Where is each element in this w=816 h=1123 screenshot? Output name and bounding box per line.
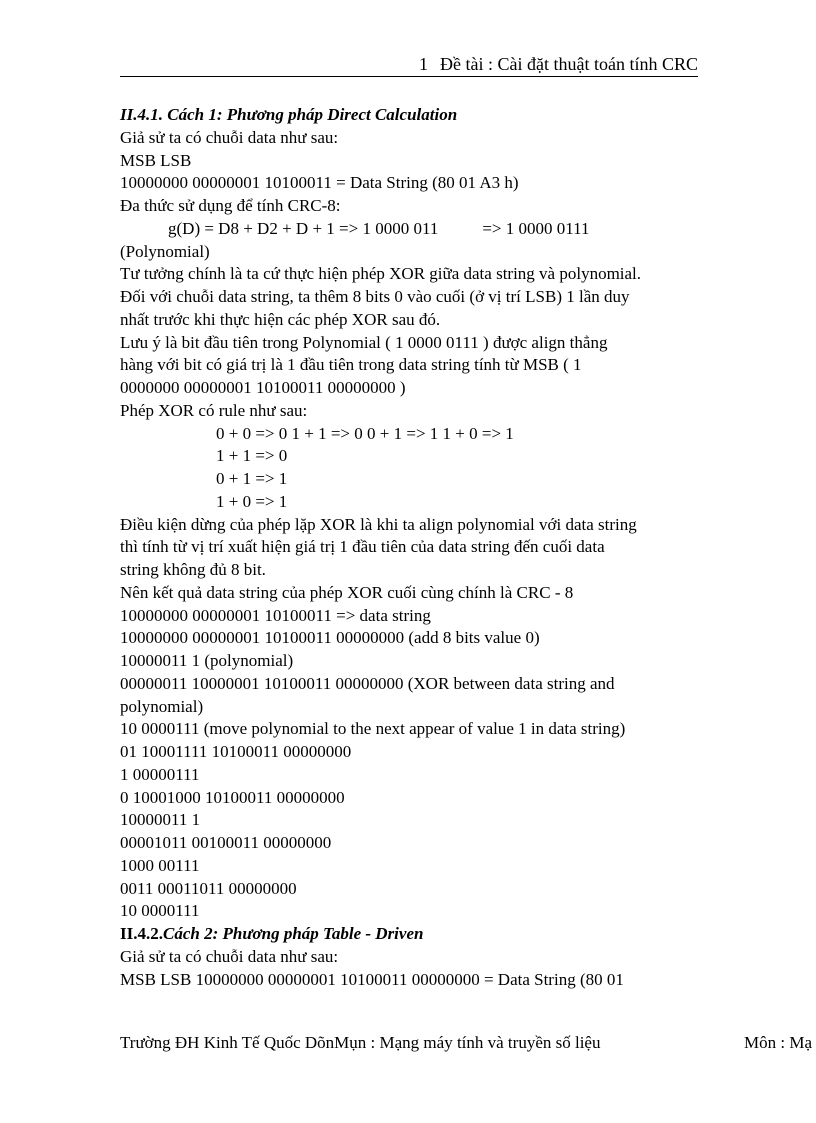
section-heading-table-driven: [120, 923, 720, 946]
calculation-line: 10 0000111: [120, 901, 200, 921]
polynomial-expression: g(D) = D8 + D2 + D + 1 => 1 0000 011: [168, 218, 439, 238]
paragraph-line: MSB LSB: [120, 150, 192, 170]
footer-left-text: Trường ĐH Kinh Tế Quốc DõnMụn : Mạng máy tính và truyền số liệu: [120, 1033, 601, 1052]
calculation-line: 01 10001111 10100011 00000000: [120, 742, 352, 761]
paragraph-line: Lưu ý là bit đầu tiên trong Polynomial ( 1 0000 0111 ) được align thẳng: [120, 332, 608, 352]
calculation-line: polynomial): [120, 696, 204, 716]
calculation-line: 10 0000111 (move polynomial to the next appear of value 1 in data string): [120, 719, 626, 739]
paragraph-line: Giả sử ta có chuỗi data như sau:: [120, 946, 339, 966]
section-heading-title: Cách 2: Phương pháp Table - Driven: [162, 924, 424, 943]
xor-rule: 1 + 0 => 1: [216, 491, 288, 511]
paragraph-line: (Polynomial): [120, 241, 210, 261]
xor-rule: 0 + 0 => 0 1 + 1 => 0 0 + 1 => 1 1 + 0 => 1: [216, 423, 514, 443]
document-body: [120, 104, 720, 991]
calculation-line: 1000 00111: [120, 855, 200, 875]
paragraph-line: Điều kiện dừng của phép lặp XOR là khi ta align polynomial với data string: [120, 514, 637, 534]
page-header: [120, 52, 698, 77]
paragraph-line: hàng với bit có giá trị là 1 đầu tiên trong data string tính từ MSB ( 1: [120, 355, 582, 375]
paragraph-line: MSB LSB 10000000 00000001 10100011 00000000 = Data String (80 01: [120, 969, 624, 989]
xor-rule: 1 + 1 => 0: [216, 446, 288, 466]
paragraph-line: Tư tưởng chính là ta cứ thực hiện phép XOR giữa data string và polynomial.: [120, 264, 642, 284]
footer-right-text: Môn : Mạ: [744, 1033, 812, 1052]
document-title: Đề tài : Cài đặt thuật toán tính CRC: [440, 54, 698, 74]
paragraph-line: string không đủ 8 bit.: [120, 560, 266, 579]
paragraph-line: nhất trước khi thực hiện các phép XOR sau đó.: [120, 309, 441, 329]
paragraph-line: Nên kết quả data string của phép XOR cuối cùng chính là CRC - 8: [120, 582, 574, 602]
calculation-line: 0011 00011011 00000000: [120, 878, 297, 898]
section-heading-direct-calculation: II.4.1. Cách 1: Phương pháp Direct Calculation: [120, 105, 458, 124]
calculation-line: 10000000 00000001 10100011 00000000 (add 8 bits value 0): [120, 628, 540, 648]
xor-rule: 0 + 1 => 1: [216, 469, 288, 488]
calculation-line: 00000011 10000001 10100011 00000000 (XOR between data string and: [120, 673, 615, 693]
section-heading-number: II.4.2.: [120, 924, 163, 943]
paragraph-line: Phép XOR có rule như sau:: [120, 400, 308, 420]
calculation-line: 10000011 1: [120, 810, 201, 830]
paragraph-line: 10000000 00000001 10100011 = Data String (80 01 A3 h): [120, 173, 519, 193]
page-number: 1: [419, 54, 429, 74]
calculation-line: 1 00000111: [120, 764, 200, 784]
calculation-line: 00001011 00100011 00000000: [120, 833, 332, 852]
calculation-line: 10000011 1 (polynomial): [120, 651, 294, 670]
page-footer: [120, 1032, 816, 1054]
paragraph-line: 0000000 00000001 10100011 00000000 ): [120, 378, 406, 397]
paragraph-line: Đa thức sử dụng để tính CRC-8:: [120, 196, 341, 215]
paragraph-line: Giả sử ta có chuỗi data như sau:: [120, 127, 339, 147]
calculation-line: 10000000 00000001 10100011 => data string: [120, 605, 431, 625]
polynomial-binary: => 1 0000 0111: [482, 218, 590, 238]
paragraph-line: thì tính từ vị trí xuất hiện giá trị 1 đầu tiên của data string đến cuối data: [120, 537, 605, 557]
polynomial-formula: [120, 218, 720, 241]
calculation-line: 0 10001000 10100011 00000000: [120, 787, 345, 807]
paragraph-line: Đối với chuỗi data string, ta thêm 8 bits 0 vào cuối (ở vị trí LSB) 1 lần duy: [120, 287, 630, 306]
